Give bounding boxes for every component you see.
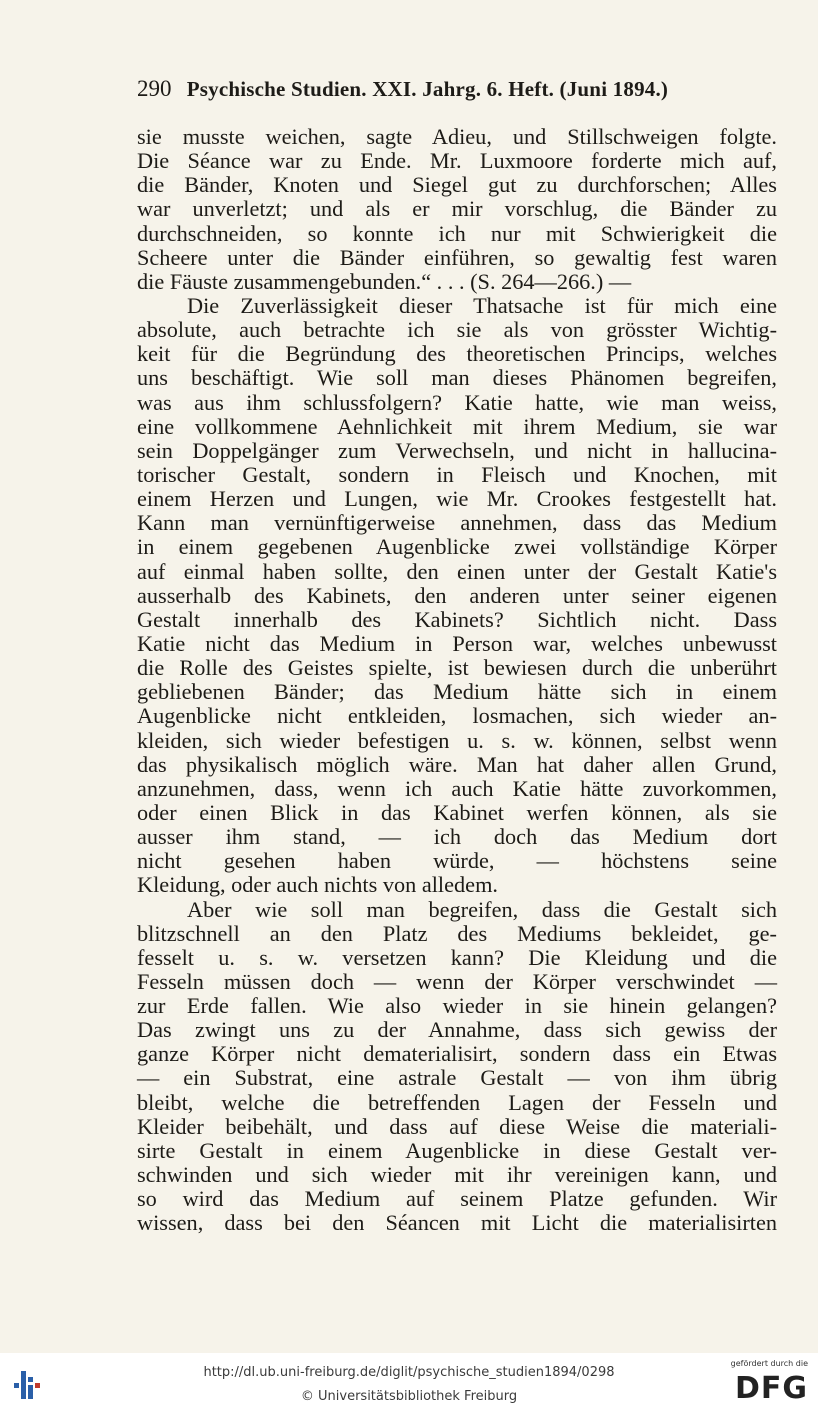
text-line: schwinden und sich wieder mit ihr vereinigen kann, und [137, 1162, 777, 1188]
text-line: Kann man vernünftigerweise annehmen, dass das Medium [137, 510, 777, 536]
dfg-funding-note: gefördert durch die [730, 1359, 808, 1368]
text-line: gebliebenen Bänder; das Medium hätte sich in einem [137, 679, 777, 705]
text-line: anzunehmen, dass, wenn ich auch Katie hätte zuvorkommen, [137, 775, 777, 801]
text-line: einem Herzen und Lungen, wie Mr. Crookes festgestellt hat. [137, 486, 777, 512]
page-number: 290 [137, 76, 172, 101]
text-line: — ein Substrat, eine astrale Gestalt — von ihm übrig [137, 1065, 777, 1091]
text-line: oder einen Blick in das Kabinet werfen können, als sie [137, 799, 777, 825]
text-line: wissen, dass bei den Séancen mit Licht die materialisirten [137, 1210, 777, 1236]
text-line: Katie nicht das Medium in Person war, welches unbewusst [137, 630, 777, 656]
text-line: war unverletzt; und als er mir vorschlug, die Bänder zu [137, 196, 777, 222]
text-line: bleibt, welche die betreffenden Lagen der Fesseln und [137, 1089, 777, 1115]
text-line: Kleidung, oder auch nichts von alledem. [137, 872, 498, 898]
text-line: torischer Gestalt, sondern in Fleisch und Knochen, mit [137, 461, 777, 487]
text-line: das physikalisch möglich wäre. Man hat daher allen Grund, [137, 751, 777, 777]
text-line: nicht gesehen haben würde, — höchstens seine [137, 848, 777, 874]
text-line: die Bänder, Knoten und Siegel gut zu durchforschen; Alles [137, 172, 777, 198]
running-title: Psychische Studien. XXI. Jahrg. 6. Heft. (Juni 1894.) [186, 77, 669, 101]
text-line: ausserhalb des Kabinets, den anderen unter seiner eigenen [137, 582, 777, 608]
text-line: ausser ihm stand, — ich doch das Medium dort [137, 824, 777, 850]
text-line: so wird das Medium auf seinem Platze gefunden. Wir [137, 1186, 777, 1212]
text-line: kleiden, sich wieder befestigen u. s. w. können, selbst wenn [137, 727, 777, 753]
text-line: sein Doppelgänger zum Verwechseln, und nicht in hallucina- [137, 437, 777, 463]
text-line: eine vollkommene Aehnlichkeit mit ihrem Medium, sie war [137, 413, 777, 439]
text-line: uns beschäftigt. Wie soll man dieses Phänomen begreifen, [137, 365, 777, 391]
text-line: absolute, auch betrachte ich sie als von grösster Wichtig- [137, 317, 777, 343]
text-line: Kleider beibehält, und dass auf diese Weise die materiali- [137, 1113, 777, 1139]
text-line: blitzschnell an den Platz des Mediums bekleidet, ge- [137, 920, 777, 946]
text-line: zur Erde fallen. Wie also wieder in sie hinein gelangen? [137, 993, 777, 1019]
body-text [137, 125, 777, 1235]
text-line: Die Séance war zu Ende. Mr. Luxmoore forderte mich auf, [137, 148, 777, 174]
text-line: Fesseln müssen doch — wenn der Körper verschwindet — [137, 968, 777, 994]
text-line: in einem gegebenen Augenblicke zwei vollständige Körper [137, 534, 777, 560]
text-line: Gestalt innerhalb des Kabinets? Sichtlich nicht. Dass [137, 606, 777, 632]
copyright-notice: © Universitätsbibliothek Freiburg [300, 1389, 518, 1404]
text-line: Das zwingt uns zu der Annahme, dass sich gewiss der [137, 1017, 777, 1043]
text-line: auf einmal haben sollte, den einen unter der Gestalt Katie's [137, 558, 777, 584]
text-line: durchschneiden, so konnte ich nur mit Schwierigkeit die [137, 220, 777, 246]
text-line: keit für die Begründung des theoretischen Princips, welches [137, 341, 777, 367]
text-line: Augenblicke nicht entkleiden, losmachen, sich wieder an- [137, 703, 777, 729]
source-url: http://dl.ub.uni-freiburg.de/diglit/psychische_studien1894/0298 [203, 1365, 615, 1380]
text-line: was aus ihm schlussfolgern? Katie hatte, wie man weiss, [137, 389, 777, 415]
text-line: die Fäuste zusammengebunden.“ . . . (S. 264—266.) — [137, 268, 632, 294]
text-line: die Rolle des Geistes spielte, ist bewiesen durch die unberührt [137, 655, 777, 681]
text-line: fesselt u. s. w. versetzen kann? Die Kleidung und die [137, 944, 777, 970]
text-line: sirte Gestalt in einem Augenblicke in diese Gestalt ver- [137, 1137, 777, 1163]
text-line: ganze Körper nicht dematerialisirt, sondern dass ein Etwas [137, 1041, 777, 1067]
text-line: Die Zuverlässigkeit dieser Thatsache ist für mich eine [187, 292, 777, 318]
text-line: sie musste weichen, sagte Adieu, und Stillschweigen folgte. [137, 124, 777, 149]
text-line: Scheere unter die Bänder einführen, so gewaltig fest waren [137, 244, 777, 270]
footer-bar [0, 1353, 818, 1411]
running-head [137, 76, 777, 102]
text-line: Aber wie soll man begreifen, dass die Gestalt sich [187, 896, 777, 922]
dfg-logo: DFG [734, 1371, 808, 1406]
